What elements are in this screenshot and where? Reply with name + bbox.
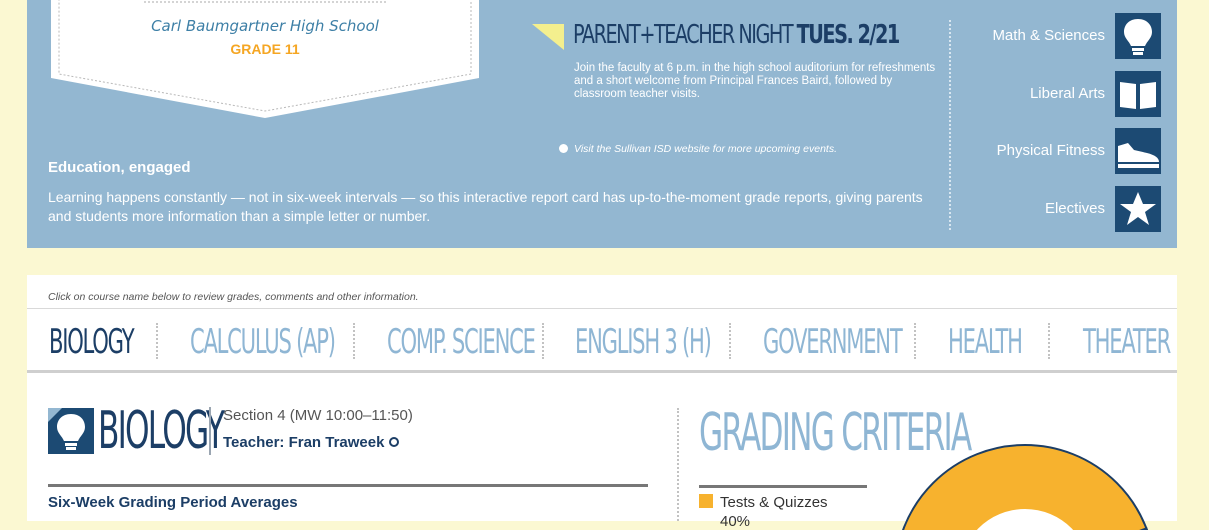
event-title: PARENT+TEACHER NIGHT TUES. 2/21 <box>573 20 899 50</box>
school-badge <box>49 0 481 120</box>
category-label: Electives <box>1044 200 1105 217</box>
tab-separator <box>156 323 158 359</box>
tab-comp-science[interactable]: COMP. SCIENCE <box>387 322 535 362</box>
category-liberal-arts[interactable] <box>957 71 1167 119</box>
tab-theater[interactable]: THEATER <box>1083 322 1170 362</box>
category-physical-fitness[interactable] <box>957 128 1167 176</box>
tab-separator <box>1048 323 1050 359</box>
bullet-icon <box>559 144 568 153</box>
grading-criteria-title: GRADING CRITERIA <box>699 403 971 463</box>
section-rule <box>48 484 648 487</box>
course-card <box>27 275 1177 530</box>
column-divider <box>677 408 679 521</box>
category-label: Math & Sciences <box>992 27 1105 44</box>
school-name: Carl Baumgartner High School <box>151 17 379 35</box>
tab-separator <box>729 323 731 359</box>
category-divider <box>949 20 951 230</box>
category-label: Liberal Arts <box>1029 85 1105 102</box>
tagline-body: Learning happens constantly — not in six-week intervals — so this interactive report card has up-to-the-moment grade reports, giving parents and students more information than a simple letter or number. <box>48 189 923 224</box>
tab-government[interactable]: GOVERNMENT <box>763 322 902 362</box>
tab-separator <box>542 323 544 359</box>
tab-calculus[interactable]: CALCULUS (AP) <box>190 322 335 362</box>
grading-pie-chart <box>885 435 1177 521</box>
averages-title: Six-Week Grading Period Averages <box>48 494 298 511</box>
tab-biology[interactable]: BIOLOGY <box>49 322 134 362</box>
tab-health[interactable]: HEALTH <box>948 322 1022 362</box>
category-math-sciences[interactable] <box>957 13 1167 61</box>
tab-english[interactable]: ENGLISH 3 (H) <box>575 322 711 362</box>
event-description: Join the faculty at 6 p.m. in the high school auditorium for refreshments and a short welcome from Principal Frances Baird, followed by classroom teacher visits. <box>574 62 936 100</box>
course-nav-hint: Click on course name below to review grades, comments and other information. <box>48 291 419 303</box>
legend-item-tests: Tests & Quizzes <box>699 494 828 511</box>
category-electives[interactable] <box>957 186 1167 234</box>
book-icon <box>1115 71 1161 117</box>
title-divider <box>209 407 211 455</box>
course-section: Section 4 (MW 10:00–11:50) <box>223 407 413 424</box>
tagline-title: Education, engaged <box>48 159 191 176</box>
info-icon <box>389 437 399 447</box>
legend-swatch <box>699 494 713 508</box>
star-icon <box>1115 186 1161 232</box>
events-link[interactable]: Visit the Sullivan ISD website for more upcoming events. <box>559 143 837 155</box>
event-date: TUES. 2/21 <box>796 20 899 50</box>
teacher-link[interactable]: Teacher: Fran Traweek <box>223 434 399 451</box>
lightbulb-icon <box>48 408 94 454</box>
legend-detail: 40% <box>720 513 751 530</box>
tab-separator <box>353 323 355 359</box>
course-tabs <box>27 308 1177 373</box>
flag-icon <box>532 24 564 50</box>
course-title: BIOLOGY <box>98 401 224 461</box>
sneaker-icon <box>1115 128 1161 174</box>
lightbulb-icon <box>1115 13 1161 59</box>
tab-separator <box>914 323 916 359</box>
grade-level: GRADE 11 <box>230 41 300 57</box>
header-band <box>27 0 1177 248</box>
category-label: Physical Fitness <box>996 142 1105 159</box>
legend-rule <box>699 485 867 488</box>
